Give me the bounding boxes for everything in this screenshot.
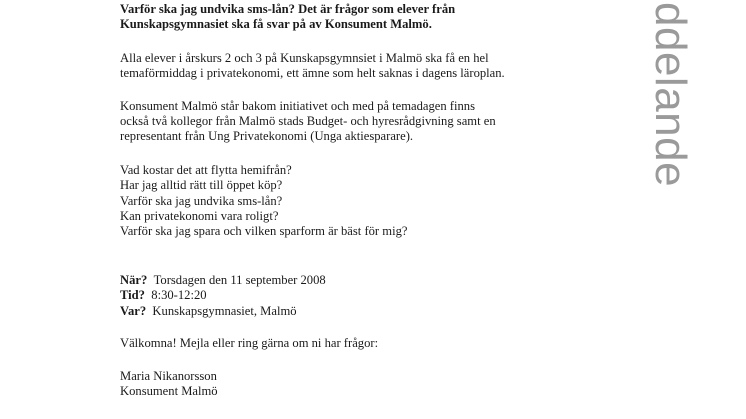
event-details [120, 273, 590, 319]
question-item: Har jag alltid rätt till öppet köp? [120, 178, 283, 193]
document-body [120, 2, 590, 399]
detail-where-value: Kunskapsgymnasiet, Malmö [152, 303, 297, 318]
question-list [120, 163, 590, 240]
heading-line-2: Kunskapsgymnasiet ska få svar på av Konsument Malmö. [120, 17, 432, 32]
contact-block [120, 369, 590, 400]
welcome-text: Välkomna! Mejla eller ring gärna om ni har frågor: [120, 336, 379, 351]
detail-time-label: Tid? [120, 288, 145, 303]
question-item: Varför ska jag undvika sms-lån? [120, 193, 283, 208]
intro-line-2: temaförmiddag i privatekonomi, ett ämne som helt saknas i dagens läroplan. [120, 66, 505, 81]
organizer-line-1: Konsument Malmö står bakom initiativet och med på temadagen finns [120, 98, 475, 113]
detail-time-value: 8:30-12:20 [151, 288, 207, 303]
question-item: Kan privatekonomi vara roligt? [120, 209, 279, 224]
detail-where [120, 304, 590, 319]
organizer-paragraph [120, 99, 590, 145]
detail-when-value: Torsdagen den 11 september 2008 [153, 272, 326, 287]
side-label-text: ddelande [646, 2, 695, 188]
contact-org: Konsument Malmö [120, 383, 218, 398]
intro-line-1: Alla elever i årskurs 2 och 3 på Kunskapsgymnsiet i Malmö ska få en hel [120, 50, 489, 65]
question-item: Vad kostar det att flytta hemifrån? [120, 162, 292, 177]
document-heading [120, 2, 590, 33]
detail-time [120, 288, 590, 303]
side-label [646, 2, 695, 224]
detail-when [120, 273, 590, 288]
question-item: Varför ska jag spara och vilken sparform är bäst för mig? [120, 224, 408, 239]
detail-when-label: När? [120, 272, 148, 287]
heading-line-1: Varför ska jag undvika sms-lån? Det är frågor som elever från [120, 2, 456, 16]
organizer-line-3: representant från Ung Privatekonomi (Unga aktiesparare). [120, 129, 414, 144]
intro-paragraph [120, 51, 590, 82]
detail-where-label: Var? [120, 303, 147, 318]
contact-name: Maria Nikanorsson [120, 368, 217, 383]
organizer-line-2: också två kollegor från Malmö stads Budget- och hyresrådgivning samt en [120, 114, 496, 129]
